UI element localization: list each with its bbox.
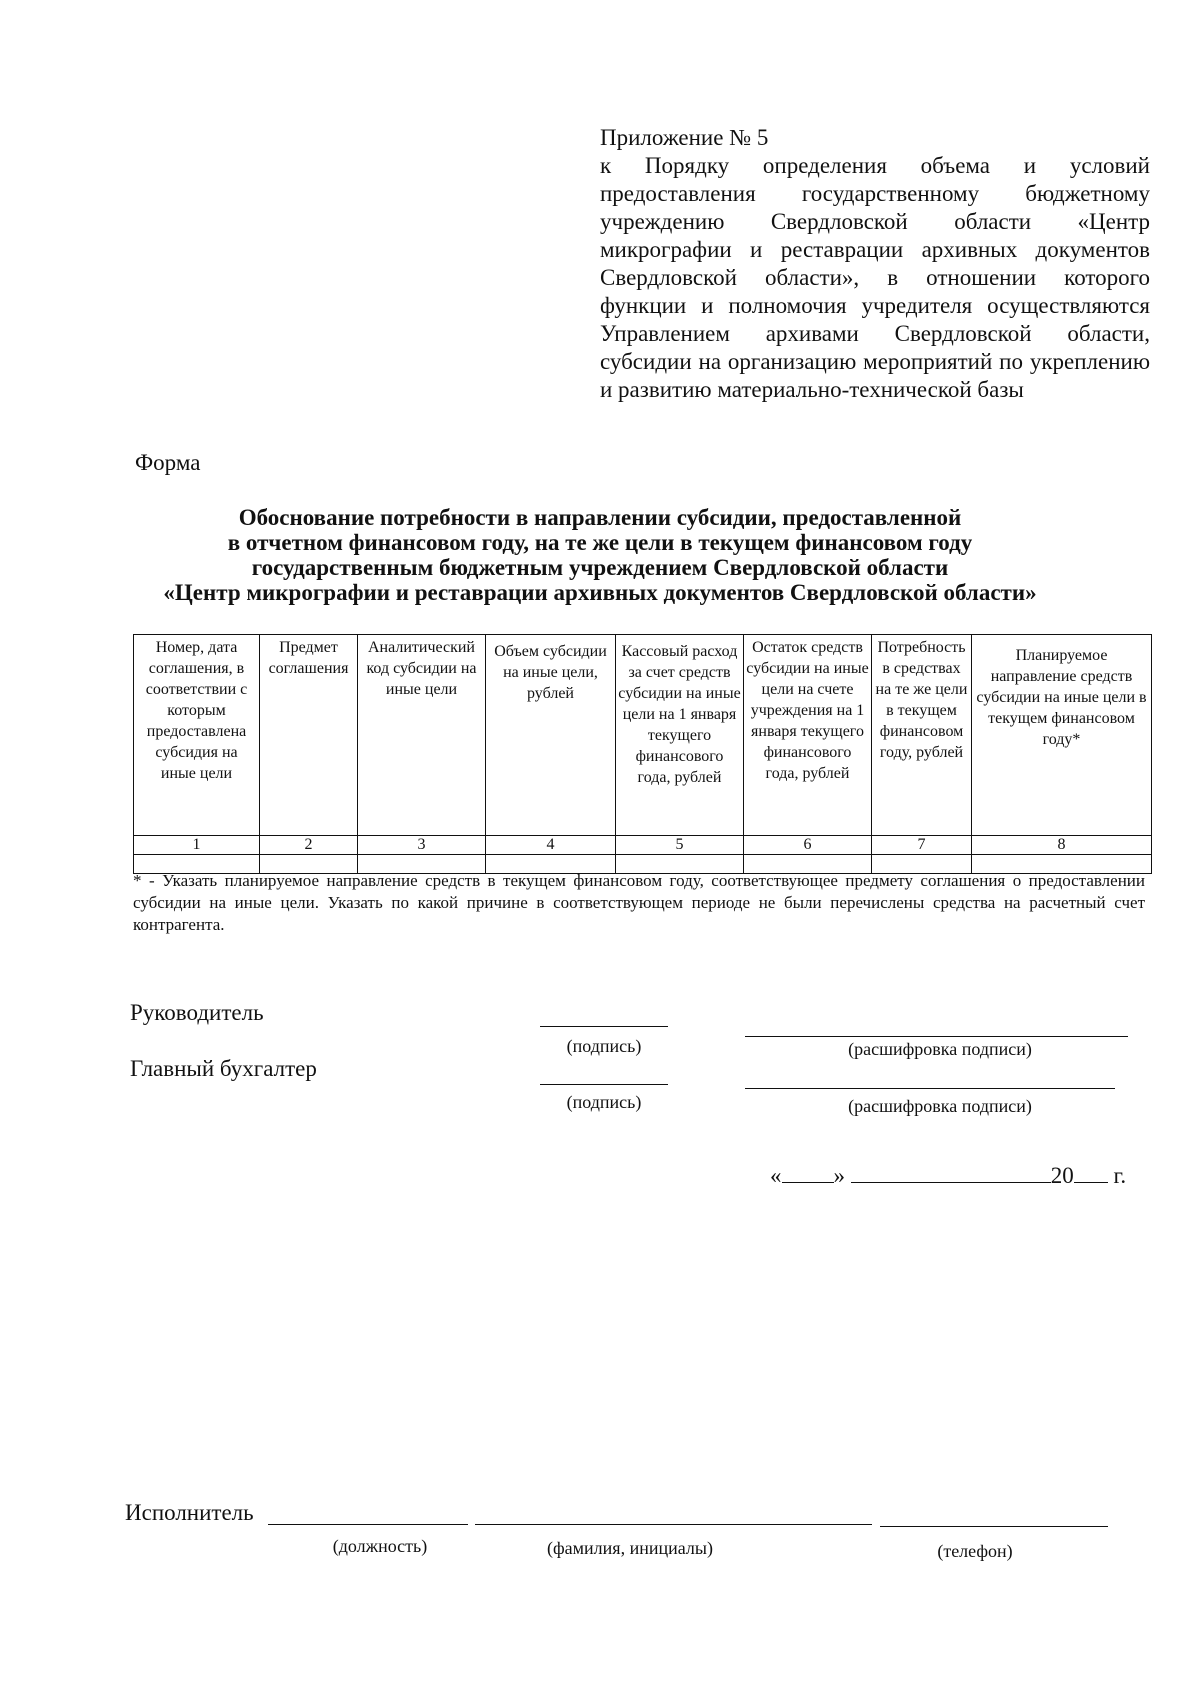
head-signature-caption: (подпись): [566, 1036, 642, 1056]
head-signature-line[interactable]: [540, 1026, 668, 1027]
head-decoding-caption: (расшифровка подписи): [848, 1039, 1032, 1059]
accountant-signature-line[interactable]: [540, 1084, 668, 1085]
table-number-row: [134, 836, 1152, 855]
date-line: [770, 1162, 1126, 1189]
executor-label: Исполнитель: [125, 1500, 254, 1525]
head-decoding-line[interactable]: [745, 1036, 1128, 1037]
document-title-line: в отчетном финансовом году, на те же цели в текущем финансовом году: [227, 530, 973, 555]
position-caption: (должность): [332, 1536, 428, 1556]
column-number: 8: [972, 836, 1152, 855]
table-header-row: [134, 635, 1152, 836]
year-field[interactable]: [1074, 1162, 1108, 1183]
phone-line[interactable]: [880, 1526, 1108, 1527]
document-title-line: государственным бюджетным учреждением Свердловской области: [251, 555, 949, 580]
phone-caption: (телефон): [937, 1541, 1013, 1561]
column-number: 2: [260, 836, 358, 855]
column-number: 7: [872, 836, 972, 855]
document-title-line: «Центр микрографии и реставрации архивных документов Свердловской области»: [163, 580, 1037, 605]
table-header-cell: Потребность в средствах на те же цели в текущем финансовом году, рублей: [872, 635, 972, 836]
column-number: 1: [134, 836, 260, 855]
month-field[interactable]: [851, 1162, 1051, 1183]
head-label: Руководитель: [130, 1000, 264, 1025]
table-header-cell: Предмет соглашения: [260, 635, 358, 836]
accountant-decoding-line[interactable]: [745, 1088, 1115, 1089]
date-open-quote: «: [770, 1163, 782, 1188]
date-close-quote: »: [833, 1163, 845, 1188]
name-caption: (фамилия, инициалы): [547, 1538, 713, 1558]
footnote: * - Указать планируемое направление средств в текущем финансовом году, соответствующее предмету соглашения о предоставлении субсидии на иные цели. Указать по какой причине в соответствующем периоде не были перечислены средства на расчетный счет контрагента.: [133, 871, 1145, 934]
name-line[interactable]: [475, 1524, 872, 1525]
accountant-decoding-caption: (расшифровка подписи): [848, 1096, 1032, 1116]
appendix-block: [600, 124, 1150, 404]
table-header-cell: Остаток средств субсидии на иные цели на счете учреждения на 1 января текущего финансового года, рублей: [744, 635, 872, 836]
table-header-cell: Аналитический код субсидии на иные цели: [358, 635, 486, 836]
column-number: 5: [616, 836, 744, 855]
table-header-cell: Планируемое направление средств субсидии на иные цели в текущем финансовом году*: [972, 635, 1152, 836]
column-number: 6: [744, 836, 872, 855]
table-header-cell: Номер, дата соглашения, в соответствии с которым предоставлена субсидия на иные цели: [134, 635, 260, 836]
appendix-title: Приложение № 5: [600, 125, 769, 150]
column-number: 4: [486, 836, 616, 855]
subsidy-table: [133, 634, 1152, 874]
form-label: Форма: [135, 450, 201, 475]
table-header-cell: Кассовый расход за счет средств субсидии на иные цели на 1 января текущего финансового года, рублей: [616, 635, 744, 836]
document-title: [150, 505, 1050, 605]
table-header-cell: Объем субсидии на иные цели, рублей: [486, 635, 616, 836]
year-suffix: г.: [1113, 1163, 1127, 1188]
column-number: 3: [358, 836, 486, 855]
day-field[interactable]: [782, 1162, 834, 1183]
accountant-label: Главный бухгалтер: [130, 1056, 317, 1081]
document-title-line: Обоснование потребности в направлении субсидии, предоставленной: [238, 505, 962, 530]
year-prefix: 20: [1050, 1163, 1074, 1188]
accountant-signature-caption: (подпись): [566, 1092, 642, 1112]
position-line[interactable]: [268, 1524, 468, 1525]
appendix-body: к Порядку определения объема и условий предоставления государственному бюджетному учреждению Свердловской области «Центр микрографии и реставрации архивных документов Свердловской области», в отношении которого функции и полномочия учредителя осуществляются Управлением архивами Свердловской области, субсидии на организацию мероприятий по укреплению и развитию материально-технической базы: [600, 153, 1150, 402]
